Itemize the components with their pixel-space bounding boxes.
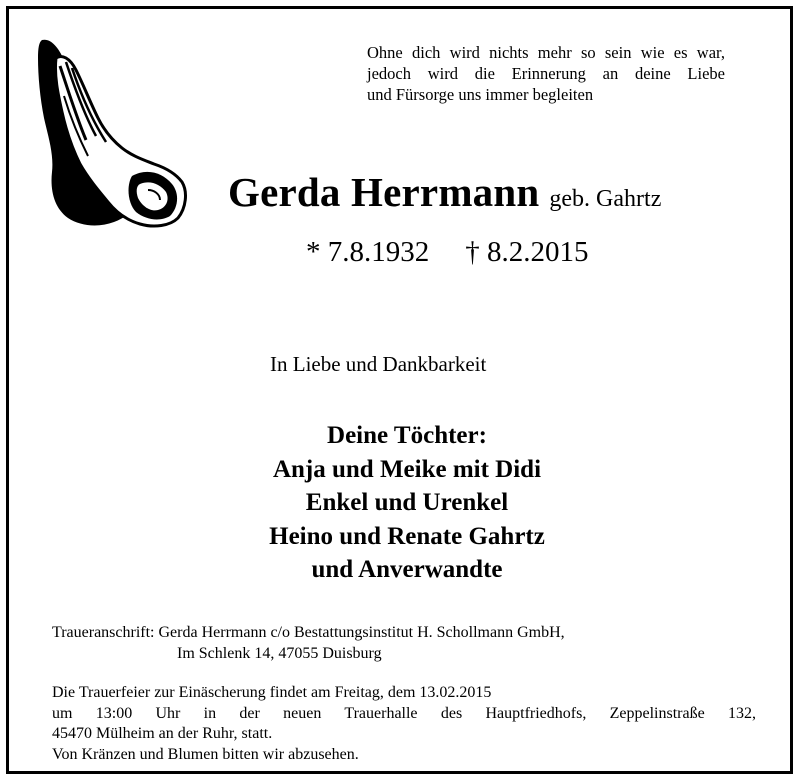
mourning-address [52,622,565,664]
ceremony-line: um 13:00 Uhr in der neuen Trauerhalle des Hauptfriedhofs, Zeppelinstraße 132, [52,704,756,722]
memorial-quote [367,42,725,105]
ceremony-line: Von Kränzen und Blumen bitten wir abzusehen. [52,745,359,763]
deceased-name: Gerda Herrmann [228,169,540,215]
death-date: † 8.2.2015 [465,236,589,268]
mourner-line: Heino und Renate Gahrtz [269,522,545,550]
closing-phrase: In Liebe und Dankbarkeit [270,352,487,376]
quote-line: jedoch wird die Erinnerung an deine Liebe [367,64,725,83]
mourner-line: Anja und Meike mit Didi [272,455,542,483]
mourner-line: Enkel und Urenkel [305,489,509,517]
mourners-list [200,419,614,587]
mourner-line: und Anverwandte [311,556,503,584]
address-line: Im Schlenk 14, 47055 Duisburg [177,645,382,662]
ceremony-info [52,683,756,765]
life-dates [306,236,589,269]
maiden-name: geb. Gahrtz [549,186,662,212]
ceremony-line: 45470 Mülheim an der Ruhr, statt. [52,725,273,742]
birth-date: * 7.8.1932 [306,236,430,268]
deceased-name-row [228,168,661,216]
praying-hands-icon [36,36,188,228]
mourner-line: Deine Töchter: [327,422,487,449]
quote-line: Ohne dich wird nichts mehr so sein wie es war, [367,43,725,62]
ceremony-line: Die Trauerfeier zur Einäscherung findet am Freitag, dem 13.02.2015 [52,684,492,701]
quote-line: und Fürsorge uns immer begleiten [367,85,594,104]
address-line: Traueranschrift: Gerda Herrmann c/o Bestattungsinstitut H. Schollmann GmbH, [52,624,565,641]
